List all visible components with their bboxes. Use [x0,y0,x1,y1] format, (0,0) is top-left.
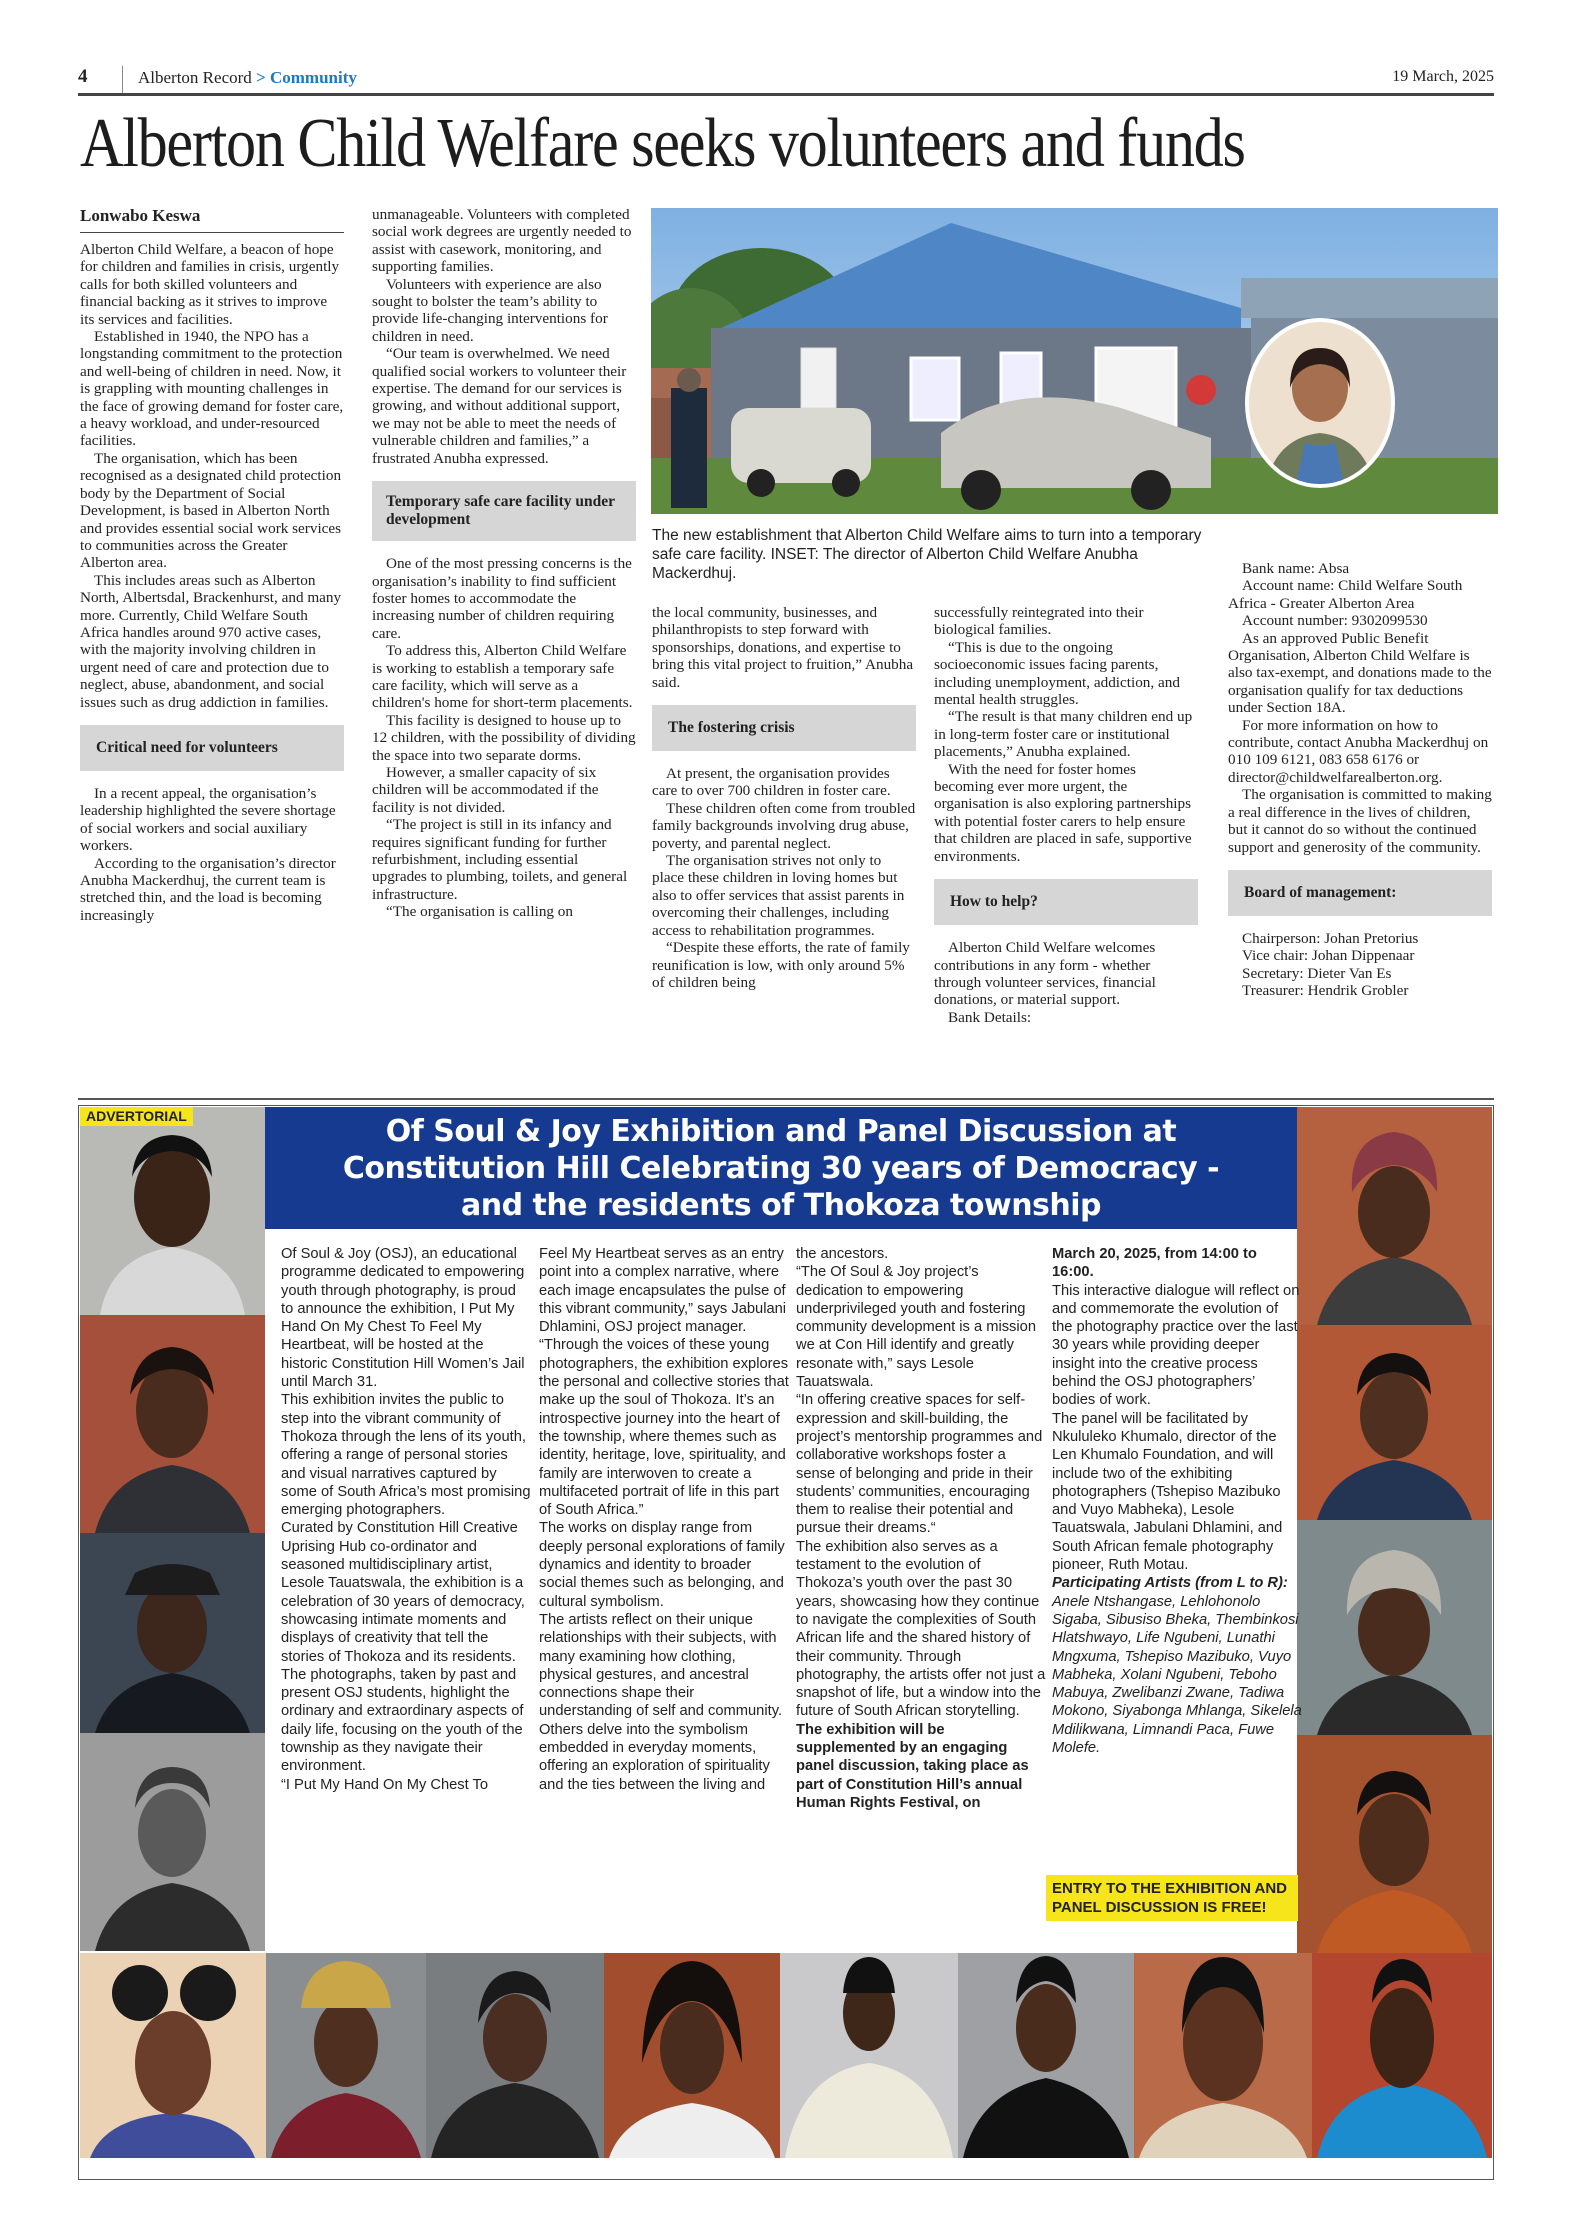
subheading: Critical need for volunteers [80,725,344,771]
advertorial-title-line: Constitution Hill Celebrating 30 years of Democracy - [342,1151,1220,1186]
advertorial-column-1 [281,1245,531,1794]
advertorial-title-line: Of Soul & Joy Exhibition and Panel Discussion at [385,1114,1177,1149]
board-member: Secretary: Dieter Van Es [1242,964,1392,982]
paragraph: As an approved Public Benefit Organisation, Alberton Child Welfare is also tax-exempt, and donations made to the organisation qualify for tax deductions under Section 18A. [1228,629,1492,717]
breadcrumb-separator: > [256,68,266,87]
paragraph: The exhibition also serves as a testament to the evolution of Thokoza’s youth over the past 30 years, showcasing how they continue to navigate the complexities of South African life and the shared history of their community. Through photography, the artists offer not just a snapshot of life, but a window into the future of South African storytelling. [796,1538,1046,1720]
contact-paragraph: For more information on how to contribute, contact Anubha Mackerdhuj on 010 109 6121, 083 658 6176 or director@childwelfarealberton.org. [1228,716,1489,786]
paragraph: However, a smaller capacity of six children will be accommodated if the facility is not divided. [372,763,599,816]
publication-name: Alberton Record [138,68,252,87]
advertorial-column-4 [1052,1245,1302,1757]
article-headline: Alberton Child Welfare seeks volunteers and funds [80,105,1245,182]
advertorial-title-line: and the residents of Thokoza township [460,1188,1102,1223]
portrait-photo [80,1733,265,1951]
paragraph: This includes areas such as Alberton North, Albertsdal, Brackenhurst, and many more. Currently, Child Welfare South Africa handles around 970 active cases, with the majority involving children in urgent need of care and protection due to neglect, abuse, abandonment, and social issues such as drug addiction in families. [80,571,342,711]
portrait-photo [780,1953,958,2158]
paragraph: Volunteers with experience are also sought to bolster the team’s ability to provide life-changing interventions for children in need. [372,275,608,345]
paragraph: In a recent appeal, the organisation’s leadership highlighted the severe shortage of social workers and social auxiliary workers. [80,784,336,855]
paragraph: This interactive dialogue will reflect on and commemorate the evolution of the photography practice over the last 30 years while providing deeper insight into the creative process behind the OSJ photographers’ bodies of work. [1052,1282,1300,1409]
portrait-photo [1297,1325,1492,1520]
paragraph: The organisation is committed to making a real difference in the lives of children, but it cannot do so without the continued support and generosity of the community. [1228,786,1492,856]
portrait-photo [958,1953,1134,2158]
portrait-photo [80,1953,266,2158]
paragraph: “The result is that many children end up in long-term foster care or institutional placements,” Anubha explained. [934,708,1193,761]
paragraph: The photographs, taken by past and present OSJ students, highlight the ordinary and extraordinary aspects of daily life, focusing on the youth of the township as they navigate their environment. [281,1666,524,1775]
panel-announcement: The exhibition will be supplemented by an engaging panel discussion, taking place as part of Constitution Hill’s annual Human Rights Festival, on [796,1721,1029,1811]
advertorial-title-banner [265,1107,1297,1229]
portrait-photo [266,1953,426,2158]
paragraph: These children often come from troubled family backgrounds involving drug abuse, poverty, and parental neglect. [652,799,916,852]
paragraph: Curated by Constitution Hill Creative Uprising Hub co-ordinator and seasoned multidisciplinary artist, Lesole Tauatswala, the exhibition is a celebration of 30 years of democracy, showcasing intimate moments and displays of creativity that tell the stories of Thokoza and its residents. [281,1520,525,1665]
artists-heading: Participating Artists (from L to R): [1052,1575,1288,1592]
director-inset-photo [1245,318,1395,488]
paragraph: One of the most pressing concerns is the organisation’s inability to find sufficient foster homes to accommodate the increasing number of children requiring care. [372,555,632,642]
paragraph: “This is due to the ongoing socioeconomic issues facing parents, including unemployment, addiction, and mental health struggles. [934,638,1180,709]
board-member: Treasurer: Hendrik Grobler [1242,982,1409,1000]
paragraph: “Through the voices of these young photographers, the exhibition explores the personal and collective stories that make up the soul of Thokoza. It’s an introspective journey into the heart of the township, where themes such as identity, heritage, love, spirituality, and family are interwoven to create a multifaceted portrait of life in this part of South Africa.” [539,1337,789,1519]
account-name: Account name: Child Welfare South Africa - Greater Alberton Area [1228,577,1463,612]
paragraph: To address this, Alberton Child Welfare is working to establish a temporary safe care facility, which will serve as a children's home for short-term placements. [372,642,633,712]
portrait-photo [80,1533,265,1733]
portrait-photo [80,1315,265,1533]
paragraph: the ancestors. [796,1246,889,1262]
paragraph: At present, the organisation provides care to over 700 children in foster care. [652,765,891,800]
paragraph: The organisation strives not only to place these children in loving homes but also to offer services that assist parents in overcoming their challenges, including access to rehabilitation programmes. [652,852,905,939]
artists-list: Anele Ntshangase, Lehlohonolo Sigaba, Sibusiso Bheka, Thembinkosi Hlatshwayo, Life Ngubeni, Lunathi Mngxuma, Tshepiso Mazibuko, Vuyo Mabheka, Xolani Ngubeni, Teboho Mabuya, Zwelibanzi Zwane, Tadiwa Mokono, Siyabonga Mhlanga, Sikelela Mdilikwana, Limnandi Paca, Fuwe Molefe. [1052,1593,1302,1757]
paragraph: Alberton Child Welfare welcomes contributions in any form - whether through volunteer services, financial donations, or material support. [934,939,1156,1009]
article-column-5 [1228,560,1492,1000]
portrait-photo [1297,1735,1492,1953]
portrait-photo [80,1107,265,1315]
breadcrumb [138,68,357,88]
portrait-photo [604,1953,780,2158]
paragraph: The organisation, which has been recognised as a designated child protection body by the Department of Social Development, is based in Alberton North and provides essential social work services to communities across the Greater Alberton area. [80,449,342,572]
advertorial-column-2 [539,1245,789,1794]
paragraph: “I Put My Hand On My Chest To [281,1776,489,1793]
paragraph: Of Soul & Joy (OSJ), an educational programme dedicated to empowering youth through photography, is proud to announce the exhibition, I Put My Hand On My Chest To Feel My Heartbeat, will be hosted at the historic Constitution Hill Women’s Jail until March 31. [281,1246,525,1391]
subheading: The fostering crisis [652,705,916,751]
page-number: 4 [78,66,88,87]
bank-name: Bank name: Absa [1242,560,1350,577]
board-member: Vice chair: Johan Dippenaar [1242,947,1415,965]
paragraph: With the need for foster homes becoming ever more urgent, the organisation is also exploring partnerships with potential foster carers to help ensure that children are placed in safe, supportive environments. [934,760,1192,865]
article-column-4 [934,604,1198,1026]
event-datetime: March 20, 2025, from 14:00 to 16:00. [1052,1246,1257,1281]
free-entry-notice: ENTRY TO THE EXHIBITION AND PANEL DISCUSSION IS FREE! [1046,1875,1298,1921]
portrait-photo [1312,1953,1492,2158]
article-column-1 [80,206,344,924]
paragraph: Established in 1940, the NPO has a longstanding commitment to the protection and well-being of children in need. Now, it is grappling with mounting challenges in the face of growing demand for foster care, a heavy workload, and under-resourced facilities. [80,328,344,450]
paragraph: The panel will be facilitated by Nkululeko Khumalo, director of the Len Khumalo Foundation, and will include two of the exhibiting photographers (Tshepiso Mazibuko and Vuyo Mabheka), Lesole Tauatswala, Jabulani Dhlamini, and South African female photography pioneer, Ruth Motau. [1052,1410,1283,1574]
paragraph: the local community, businesses, and philanthropists to step forward with sponsorships, donations, and expertise to bring this vital project to fruition,” Anubha said. [652,604,914,691]
paragraph: The artists reflect on their unique relationships with their subjects, with many examining how clothing, physical gestures, and ancestral connections shape their understanding of self and community. Others delve into the symbolism embedded in everyday moments, offering an exploration of spirituality and the ties between the living and [539,1611,783,1793]
portrait-photo [1297,1107,1492,1325]
subheading: Board of management: [1228,870,1492,916]
article-column-2 [372,206,636,921]
paragraph: “In offering creative spaces for self-expression and skill-building, the project’s mentorship programmes and collaborative workshops foster a sense of belonging and pride in their students’ communities, encouraging them to realise their potential and pursue their dreams.“ [796,1392,1043,1537]
paragraph: This facility is designed to house up to 12 children, with the possibility of dividing the space into two separate dorms. [372,711,636,764]
paragraph: Feel My Heartbeat serves as an entry point into a complex narrative, where each image encapsulates the pulse of this vibrant community,” says Jabulani Dhlamini, OSJ project manager. [539,1246,787,1336]
paragraph: This exhibition invites the public to step into the vibrant community of Thokoza through the lens of its youth, offering a range of personal stories and visual narratives captured by some of South Africa’s most promising emerging photographers. [281,1392,531,1519]
header-divider [122,66,123,94]
page-header [78,66,1494,94]
photo-caption: The new establishment that Alberton Child Welfare aims to turn into a temporary safe care facility. INSET: The director of Alberton Child Welfare Anubha Mackerdhuj. [652,527,1202,582]
subheading: Temporary safe care facility under development [372,481,636,541]
header-rule [78,93,1494,96]
subheading: How to help? [934,879,1198,925]
paragraph: Bank Details: [948,1008,1032,1026]
paragraph: “Our team is overwhelmed. We need qualified social workers to volunteer their expertise. The demand for our services is growing, and without additional support, we may not be able to meet the needs of vulnerable children and families,” a frustrated Anubha expressed. [372,345,627,467]
article-column-3 [652,604,916,991]
issue-date: 19 March, 2025 [1392,68,1494,85]
paragraph: “The organisation is calling on [386,903,573,921]
section-name: Community [269,68,357,87]
advertorial-tag: ADVERTORIAL [80,1107,193,1126]
advertorial-column-3 [796,1245,1046,1812]
paragraph: Alberton Child Welfare, a beacon of hope for children and families in crisis, urgently calls for both skilled volunteers and financial backing as it strives to improve its services and facilities. [80,241,340,328]
section-divider [78,1098,1494,1100]
account-number: Account number: 9302099530 [1242,612,1428,630]
paragraph: “The project is still in its infancy and requires significant funding for further refurbishment, including essential upgrades to plumbing, toilets, and general infrastructure. [372,816,628,903]
paragraph: The works on display range from deeply personal explorations of family dynamics and identity to broader social themes such as belonging, and cultural symbolism. [539,1520,785,1610]
paragraph: unmanageable. Volunteers with completed social work degrees are urgently needed to assist with casework, monitoring, and supporting families. [372,206,632,276]
board-member: Chairperson: Johan Pretorius [1242,929,1419,947]
paragraph: successfully reintegrated into their biological families. [934,604,1144,639]
portrait-photo [1297,1520,1492,1735]
byline: Lonwabo Keswa [80,206,344,233]
paragraph: “The Of Soul & Joy project’s dedication to empowering underprivileged youth and fostering community development is a mission we at Con Hill identify and greatly resonate with,” says Lesole Tauatswala. [796,1264,1036,1391]
paragraph: “Despite these efforts, the rate of family reunification is low, with only around 5% of children being [652,939,910,991]
paragraph: According to the organisation’s director Anubha Mackerdhuj, the current team is stretched thin, and the load is becoming increasingly [80,854,336,924]
portrait-photo [426,1953,604,2158]
portrait-photo [1134,1953,1312,2158]
